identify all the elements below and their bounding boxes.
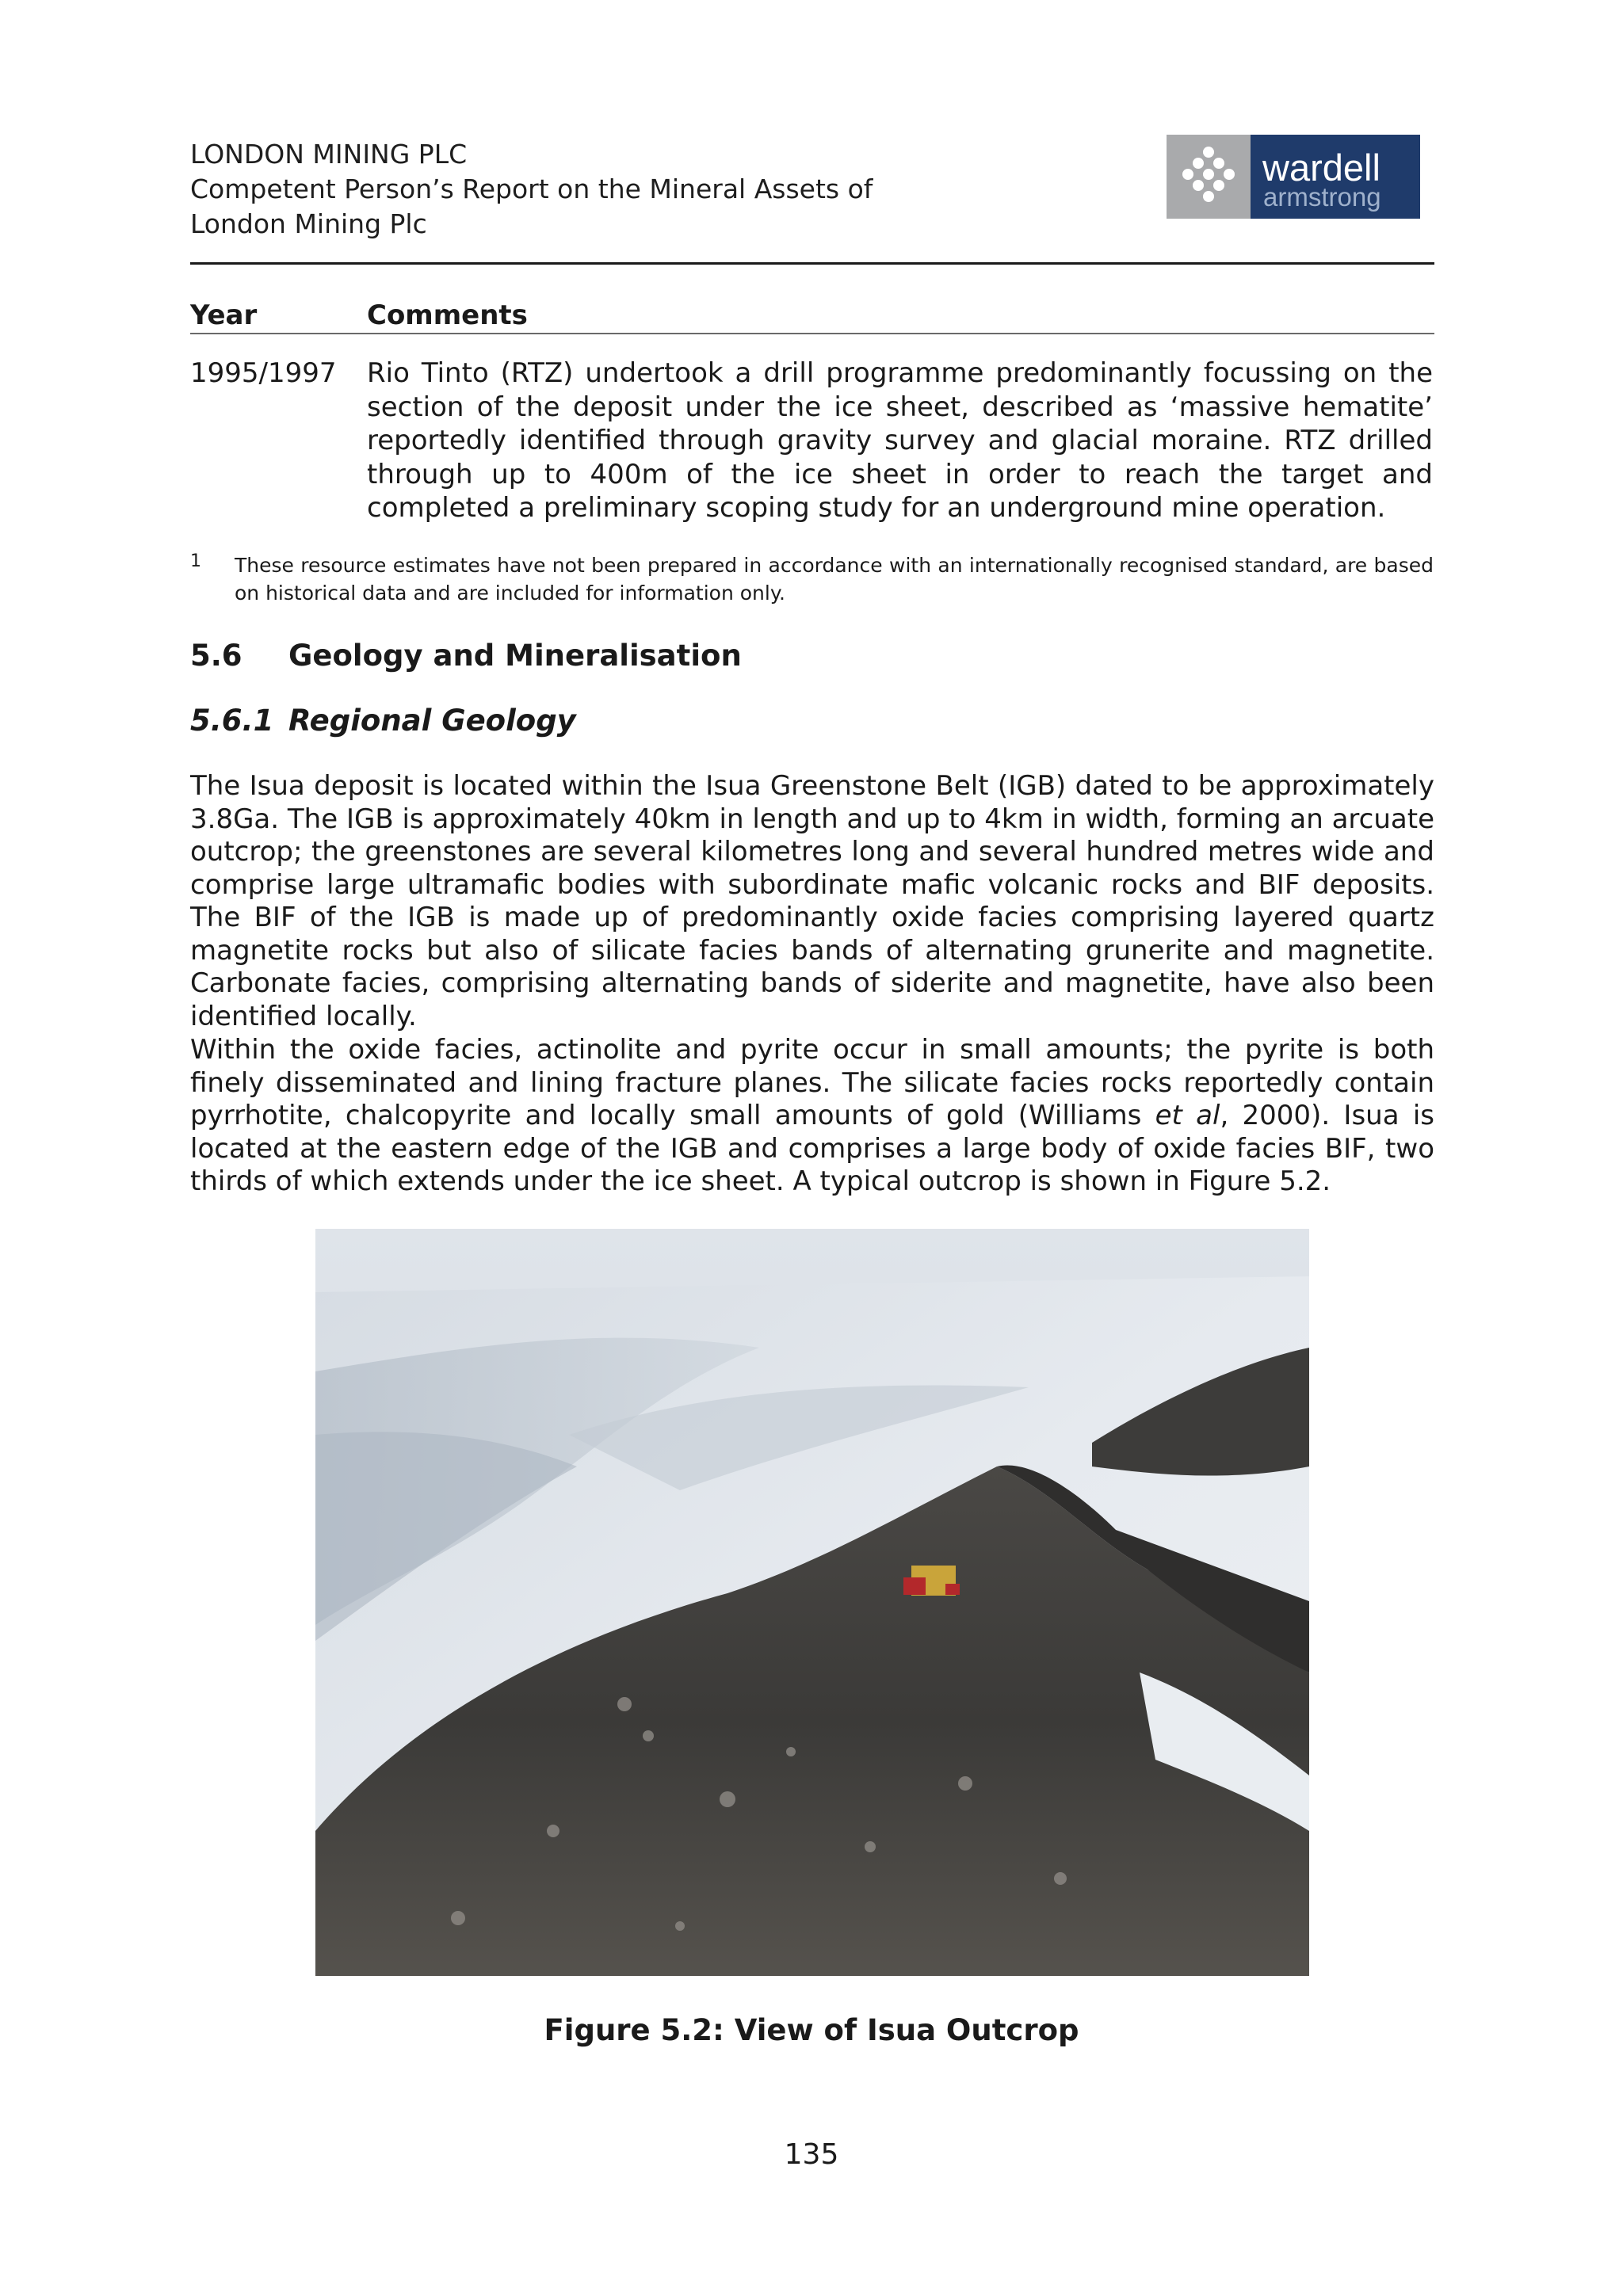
paragraph-regional-geology: The Isua deposit is located within the Isua Greenstone Belt (IGB) dated to be approximately 3.8Ga. The IGB is approximately 40km in length and up to 4km in width, forming an arcuate outcrop; the greenstones are several kilometres long and several hundred metres wide and comprise large ultramafic bodies with subordinate mafic volcanic rocks and BIF deposits. The BIF of the IGB is made up of predominantly oxide facies comprising layered quartz magnetite rocks but also of silicate facies bands of alternating grunerite and magnetite. Carbonate facies, comprising alternating bands of siderite and magnetite, have also been identified locally. <box>190 770 1434 1032</box>
header-report-line-2: London Mining Plc <box>190 208 427 239</box>
svg-text:wardell: wardell <box>1262 147 1381 189</box>
subsection-number: 5.6.1 <box>190 704 274 738</box>
table-cell-year: 1995/1997 <box>190 357 337 389</box>
footnote-text: These resource estimates have not been prepared in accordance with an internationally recognised standard, are based on historical data and are included for information only. <box>235 554 1434 605</box>
table-header-comments: Comments <box>367 299 528 331</box>
paragraph-text: Within the oxide facies, actinolite and pyrite occur in small amounts; the pyrite is both finely disseminated and lining fracture planes. The silicate facies rocks reportedly contain pyrrhotite, chalcopyrite and locally small amounts of gold (Williams <box>190 1034 1434 1131</box>
running-header <box>190 137 1062 242</box>
wardell-armstrong-logo <box>1167 135 1420 219</box>
header-company: LONDON MINING PLC <box>190 139 468 170</box>
table-header-rule <box>190 333 1434 334</box>
header-report-line-1: Competent Person’s Report on the Mineral Assets of <box>190 174 873 204</box>
svg-text:armstrong: armstrong <box>1263 182 1381 212</box>
subsection-title: Regional Geology <box>288 704 576 738</box>
page-number: 135 <box>784 2138 839 2171</box>
paragraph-oxide-facies <box>190 1034 1434 1199</box>
footnote-mark: 1 <box>190 551 201 571</box>
paragraph-italic: et al <box>1155 1100 1220 1131</box>
table-cell-comment: Rio Tinto (RTZ) undertook a drill programme predominantly focussing on the section of the deposit under the ice sheet, described as ‘massive hematite’ reportedly identified through gravity survey and glacial moraine. RTZ drilled through up to 400m of the ice sheet in order to reach the target and completed a preliminary scoping study for an underground mine operation. <box>367 357 1433 524</box>
table-header-year: Year <box>190 299 258 331</box>
isua-outcrop-photo <box>315 1229 1309 1976</box>
paragraph-text: , 2000). Isua is located at the eastern edge of the IGB and comprises a large body of oxide facies BIF, two thirds of which extends under the ice sheet. A typical outcrop is shown in Figure 5.2. <box>190 1100 1434 1197</box>
section-number: 5.6 <box>190 639 242 673</box>
header-rule <box>190 262 1434 265</box>
figure-caption: Figure 5.2: View of Isua Outcrop <box>544 2013 1079 2047</box>
section-title: Geology and Mineralisation <box>288 639 742 673</box>
